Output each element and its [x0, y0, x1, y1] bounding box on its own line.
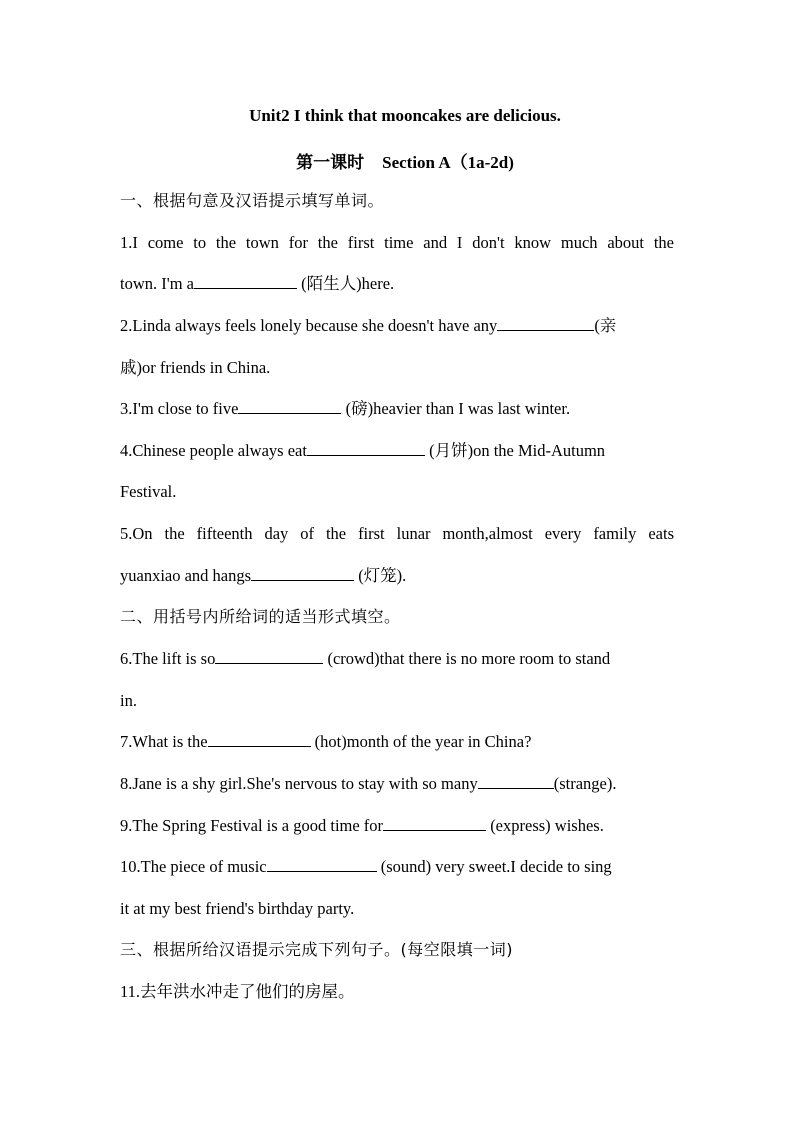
question-11: 11.去年洪水冲走了他们的房屋。	[120, 982, 355, 1001]
question-5-line-2: yuanxiao and hangs (灯笼).	[120, 566, 407, 585]
question-2-line-2: 戚)or friends in China.	[120, 358, 271, 377]
question-10-line-1: 10.The piece of music (sound) very sweet.I decide to sing	[120, 857, 612, 876]
question-1-line-2: town. I'm a (陌生人)here.	[120, 274, 395, 293]
page-subtitle	[0, 148, 794, 173]
answer-blank-2[interactable]	[497, 316, 594, 331]
question-4-line-2: Festival.	[120, 482, 177, 501]
question-1-line-1: 1.I come to the town for the first time and I don't know much about the	[120, 233, 674, 252]
question-9: 9.The Spring Festival is a good time for (express) wishes.	[120, 816, 604, 835]
section-label: Section A（1a-2d)	[382, 153, 514, 172]
answer-blank-5[interactable]	[251, 566, 354, 581]
answer-blank-10[interactable]	[267, 857, 377, 872]
section1-heading: 一、根据句意及汉语提示填写单词。	[120, 191, 385, 210]
answer-blank-4[interactable]	[307, 441, 425, 456]
section3-heading: 三、根据所给汉语提示完成下列句子。(每空限填一词)	[120, 940, 513, 959]
question-8: 8.Jane is a shy girl.She's nervous to stay with so many (strange).	[120, 774, 617, 793]
answer-blank-8[interactable]	[478, 774, 554, 789]
answer-blank-6[interactable]	[215, 649, 323, 664]
page-title: Unit2 I think that mooncakes are delicious.	[249, 106, 561, 125]
question-2-line-1: 2.Linda always feels lonely because she doesn't have any (亲	[120, 316, 617, 335]
question-10-line-2: it at my best friend's birthday party.	[120, 899, 355, 918]
answer-blank-9[interactable]	[383, 816, 486, 831]
question-6-line-1: 6.The lift is so (crowd)that there is no more room to stand	[120, 649, 611, 668]
question-7: 7.What is the (hot)month of the year in China?	[120, 732, 532, 751]
question-3: 3.I'm close to five (磅)heavier than I was last winter.	[120, 399, 571, 418]
section2-heading: 二、用括号内所给词的适当形式填空。	[120, 607, 401, 626]
question-5-line-1: 5.On the fifteenth day of the first lunar month,almost every family eats	[120, 524, 674, 543]
lesson-label: 第一课时	[296, 153, 365, 172]
answer-blank-7[interactable]	[208, 732, 311, 747]
question-4-line-1: 4.Chinese people always eat (月饼)on the Mid-Autumn	[120, 441, 606, 460]
answer-blank-1[interactable]	[194, 274, 297, 289]
question-6-line-2: in.	[120, 691, 137, 710]
answer-blank-3[interactable]	[238, 399, 341, 414]
